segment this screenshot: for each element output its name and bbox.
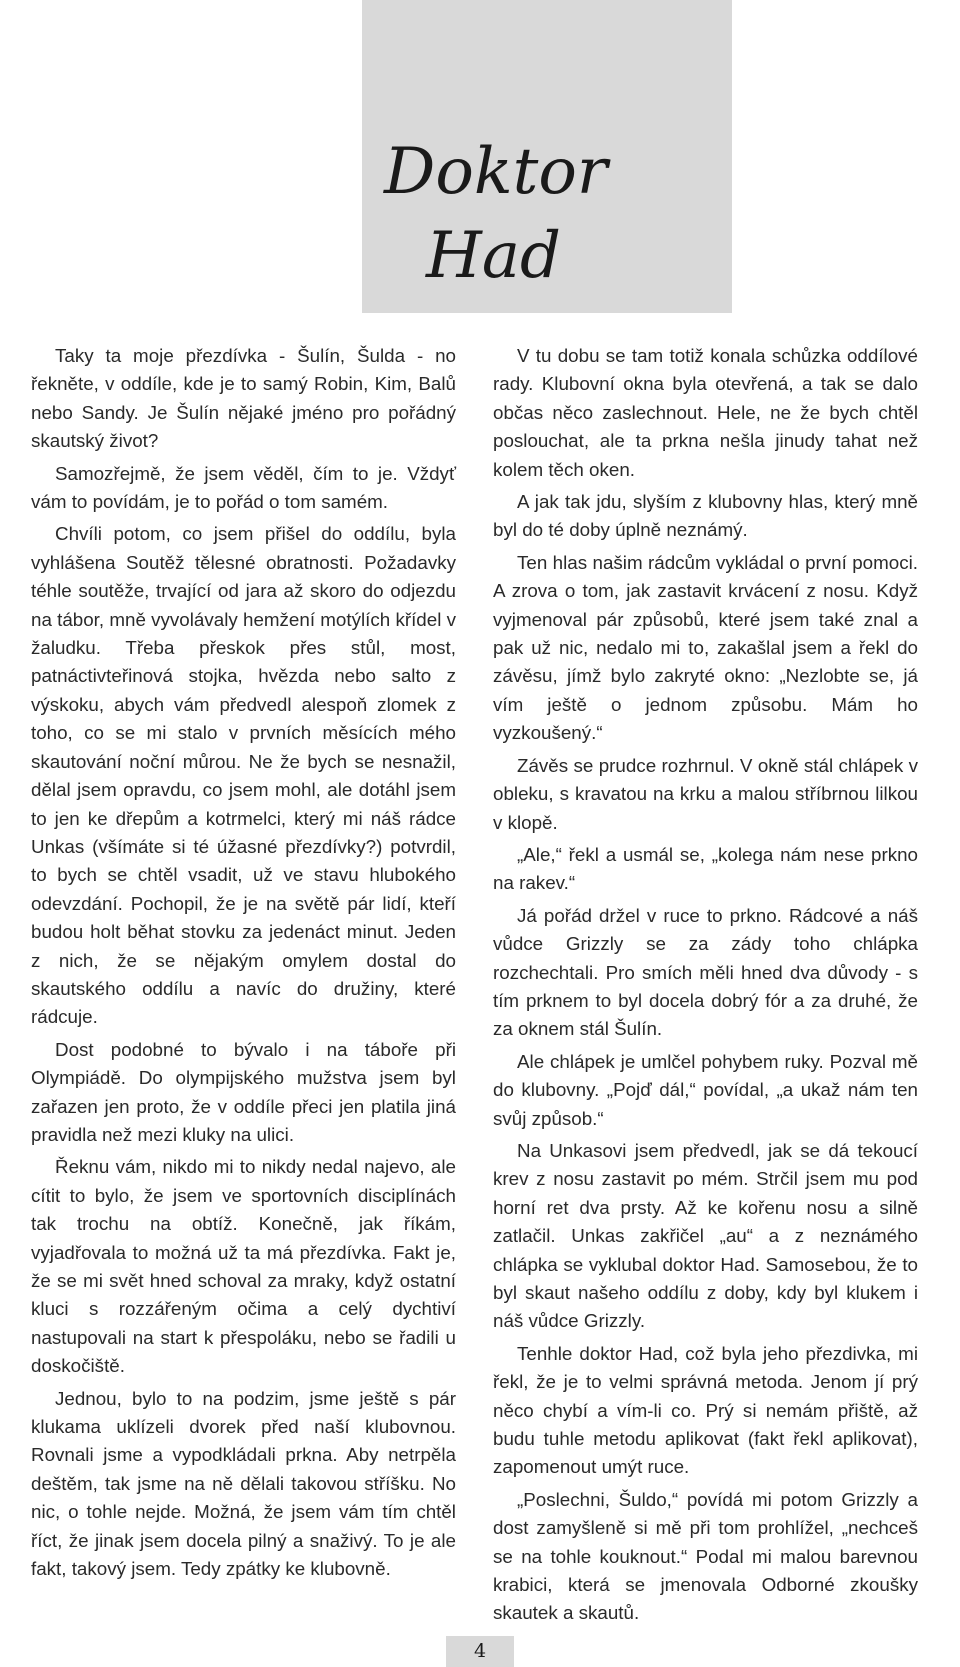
paragraph: V tu dobu se tam totiž konala schůzka oddílové rady. Klubovní okna byla otevřená, a tak se dalo občas něco zaslechnout. Hele, ne že bych chtěl poslouchat, ale ta prkna nešla jinudy tahat než kolem těch oken. xyxy=(493,345,918,480)
paragraph: Na Unkasovi jsem předvedl, jak se dá tekoucí krev z nosu zastavit po mém. Strčil jsem mu pod horní ret dva prsty. Až ke kořenu nosu a silně zatlačil. Unkas zakřičel „au“ a z neznámého chlápka se vyklubal doktor Had. Samosebou, že to byl skaut našeho oddílu z doby, kdy byl klukem i náš vůdce Grizzly. xyxy=(493,1139,918,1332)
paragraph: Jednou, bylo to na podzim, jsme ještě s pár klukama uklízeli dvorek před naší klubovnou. Rovnali jsme a vypodkládali prkna. Aby netrpěla deštěm, tak jsme na ně dělali takovou stříšku. No nic, o tohle nejde. Možná, že jsem vám tím chtěl říct, že jinak jsem docela pilný a snaživý. To je ale fakt, takový jsem. Tedy zpátky ke klubovně. xyxy=(31,1387,456,1580)
paragraph: Ale chlápek je umlčel pohybem ruky. Pozval mě do klubovny. „Pojď dál,“ povídal, „a ukaž nám ten svůj způsob.“ xyxy=(493,1050,918,1129)
paragraph: „Ale,“ řekl a usmál se, „kolega nám nese prkno na rakev.“ xyxy=(493,843,918,894)
title-line-1: Doktor xyxy=(384,135,608,209)
paragraph: A jak tak jdu, slyším z klubovny hlas, který mně byl do té doby úplně neznámý. xyxy=(493,491,918,541)
paragraph: Závěs se prudce rozhrnul. V okně stál chlápek v obleku, s kravatou na krku a malou stříbrnou lilkou v klopě. xyxy=(493,754,918,833)
paragraph: Řeknu vám, nikdo mi to nikdy nedal najevo, ale cítit to bylo, že jsem ve sportovních disciplínách tak trochu na obtíž. Konečně, jak říkám, vyjadřovala to možná už ta má přezdívka. Fakt je, že se mi svět hned schoval za mraky, když ostatní kluci s rozzářeným očima a celý dychtiví nastupovali na start k přespoláku, nebo se řadili u doskočiště. xyxy=(31,1156,456,1377)
title-line-2: Had xyxy=(426,219,561,293)
left-column xyxy=(31,342,456,1587)
paragraph: Ten hlas našim rádcům vykládal o první pomoci. A zrova o tom, jak zastavit krvácení z nosu. Když vyjmenoval pár způsobů, které jsem také znal a pak už nic, nedalo mi to, zakašlal jsem a řekl do závěsu, jímž bylo zakryté okno: „Nezlobte se, já vím ještě o jednom způsobu. Mám ho vyzkoušený.“ xyxy=(493,551,918,744)
paragraph: Tenhle doktor Had, což byla jeho přezdivka, mi řekl, že je to velmi správná metoda. Jenom jí prý něco chybí a vím-li co. Prý si nemám přiště, až budu tuhle metodu aplikovat (fakt řekl aplikovat), zapomenout umýt ruce. xyxy=(493,1342,918,1478)
paragraph: Dost podobné to bývalo i na táboře při Olympiádě. Do olympijského mužstva jsem byl zařazen jen proto, že v oddíle přeci jen platila jiná pravidla než mezi kluky na ulici. xyxy=(31,1038,456,1145)
paragraph: Taky ta moje přezdívka - Šulín, Šulda - no řekněte, v oddíle, kde je to samý Robin, Kim, Balů nebo Sandy. Je Šulín nějaké jméno pro pořádný skautský život? xyxy=(31,345,456,452)
paragraph: Chvíli potom, co jsem přišel do oddílu, byla vyhlášena Soutěž tělesné obratnosti. Požadavky téhle soutěže, trvající od jara až skoro do odjezdu na tábor, mně vyvolávaly hemžení motýlích křídel v žaludku. Třeba přeskok přes stůl, most, patnáctivteřinová stojka, hvězda nebo salto z výskoku, abych vám předvedl alespoň zlomek z toho, co se mi stalo v prvních měsících mého skautování noční můrou. Ne že bych se nesnažil, dělal jsem opravdu, co jsem mohl, ale dotáhl jsem to jen ke dřepům a kotrmelci, který mi náš rádce Unkas (všímáte si té úžasné přezdívky?) potvrdil, to bych se chtěl vsadit, už ve stavu hlubokého odevzdání. Pochopil, že je na světě pár lidí, kteří budou holt běhat stovku za jedenáct minut. Jeden z nich, že se nějakým omylem dostal do skautského oddílu a navíc do družiny, které rádcuje. xyxy=(31,523,456,1028)
page-number: 4 xyxy=(446,1636,514,1667)
right-column xyxy=(493,342,918,1632)
paragraph: Samozřejmě, že jsem věděl, čím to je. Vždyť vám to povídám, je to pořád o tom samém. xyxy=(31,462,456,513)
paragraph: Já pořád držel v ruce to prkno. Rádcové a náš vůdce Grizzly se za zády toho chlápka rozchechtali. Pro smích měli hned dva důvody - s tím prknem to byl docela dobrý fór a za druhé, že za oknem stál Šulín. xyxy=(493,904,918,1040)
title-box xyxy=(362,0,732,313)
paragraph: „Poslechni, Šuldo,“ povídá mi potom Grizzly a dost zamyšleně si mě při tom prohlížel, „nechceš se na tohle kouknout.“ Podal mi malou barevnou krabici, která se jmenovala Odborné zkoušky skautek a skautů. xyxy=(493,1488,918,1624)
